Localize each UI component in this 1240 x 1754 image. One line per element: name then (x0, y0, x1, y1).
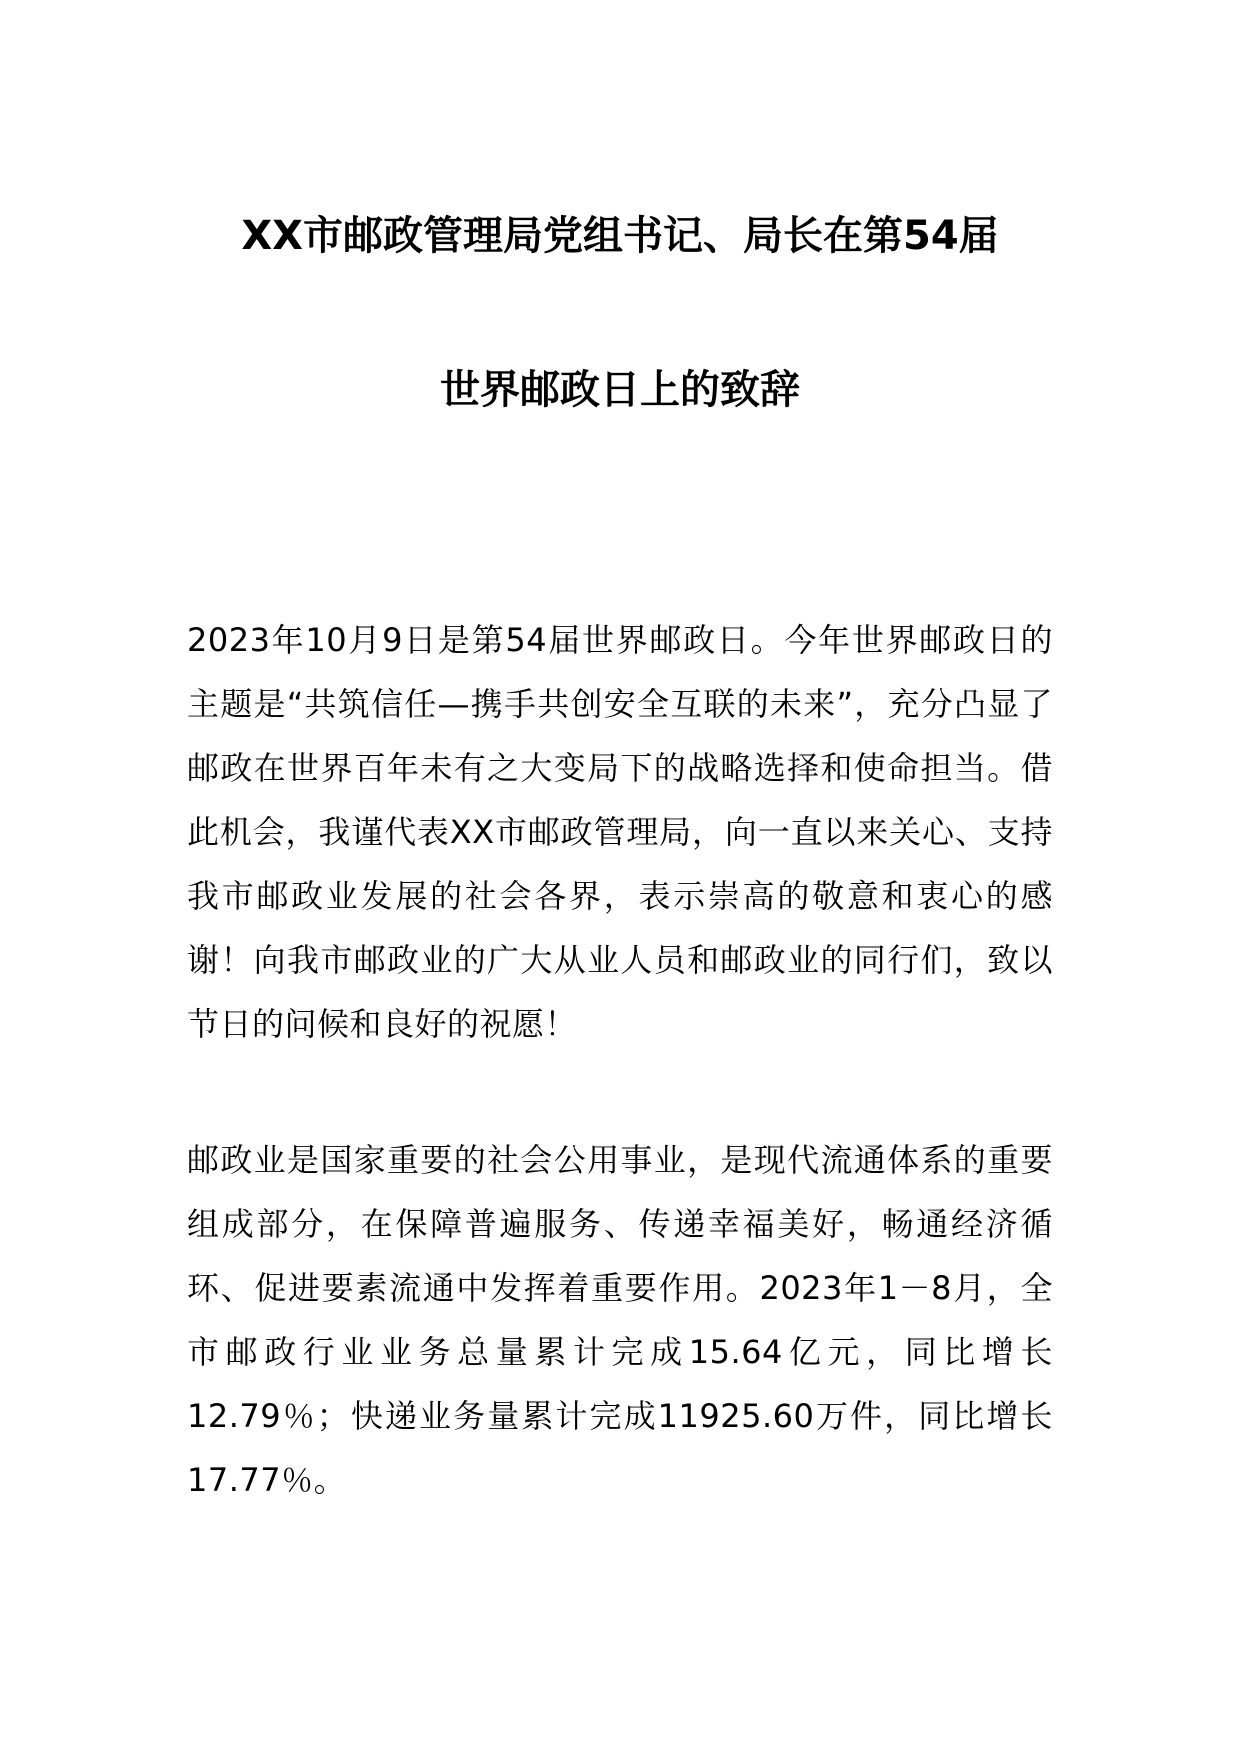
document-title-line-2: 世界邮政日上的致辞 (440, 367, 800, 413)
document-title-line-1: XX市邮政管理局党组书记、局长在第54届 (241, 213, 999, 259)
body-paragraph-2: 邮政业是国家重要的社会公用事业，是现代流通体系的重要组成部分，在保障普遍服务、传递幸福美好，畅通经济循环、促进要素流通中发挥着重要作用。2023年1－8月，全市邮政行业业务总量累计完成15.64亿元，同比增长12.79％；快递业务量累计完成11925.60万件，同比增长17.77％。 (187, 1141, 1053, 1499)
body-paragraph-1: 2023年10月9日是第54届世界邮政日。今年世界邮政日的主题是“共筑信任—携手共创安全互联的未来”，充分凸显了邮政在世界百年未有之大变局下的战略选择和使命担当。借此机会，我谨代表XX市邮政管理局，向一直以来关心、支持我市邮政业发展的社会各界，表示崇高的敬意和衷心的感谢！向我市邮政业的广大从业人员和邮政业的同行们，致以节日的问候和良好的祝愿！ (187, 621, 1053, 1043)
